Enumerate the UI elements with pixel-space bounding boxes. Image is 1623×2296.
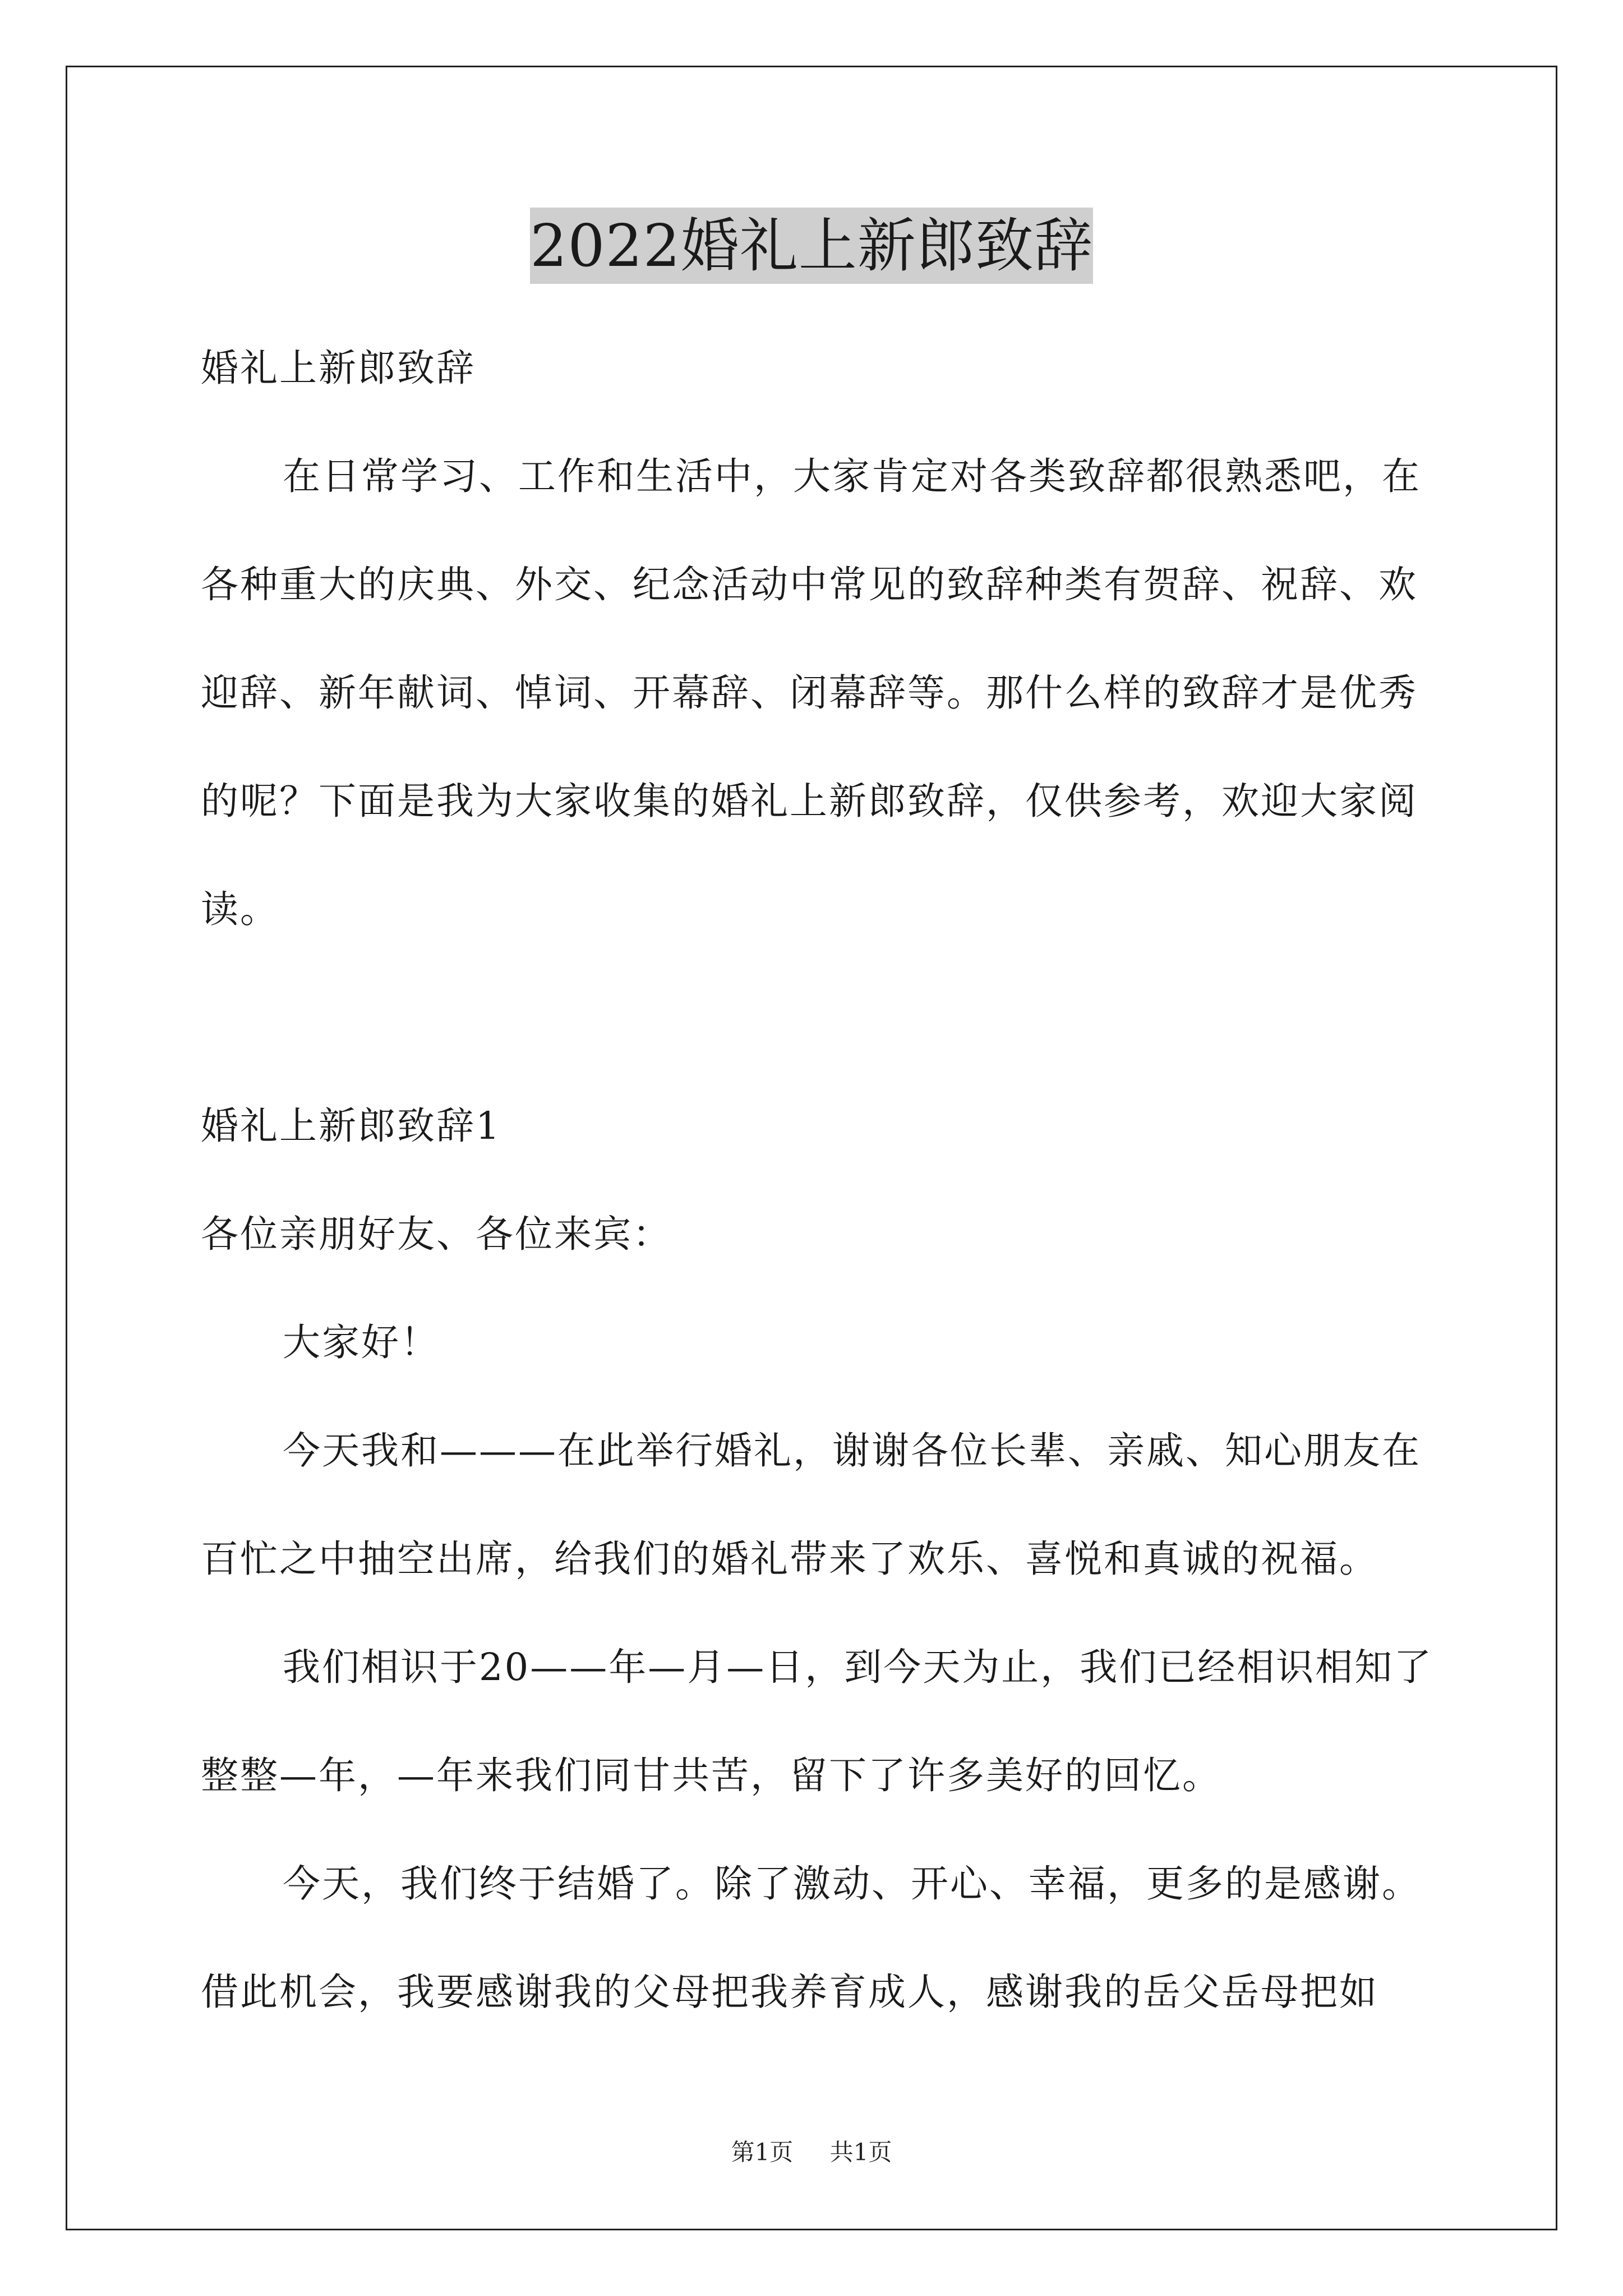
document-title: 2022婚礼上新郎致辞 [530, 208, 1093, 284]
body-paragraph: 今天我和———在此举行婚礼，谢谢各位长辈、亲戚、知心朋友在百忙之中抽空出席，给我们的婚礼带来了欢乐、喜悦和真诚的祝福。 [201, 1429, 1421, 1581]
intro-paragraph: 在日常学习、工作和生活中，大家肯定对各类致辞都很熟悉吧，在各种重大的庆典、外交、纪念活动中常见的致辞种类有贺辞、祝辞、欢迎辞、新年献词、悼词、开幕辞、闭幕辞等。那什么样的致辞才是优秀的呢？下面是我为大家收集的婚礼上新郎致辞，仅供参考，欢迎大家阅读。 [201, 454, 1421, 931]
page-number: 第1页 [731, 2138, 794, 2166]
section-heading: 婚礼上新郎致辞1 [201, 1104, 501, 1148]
greeting: 大家好！ [283, 1320, 440, 1364]
title-container [0, 208, 1623, 284]
document-body [201, 314, 1435, 2046]
subtitle: 婚礼上新郎致辞 [201, 346, 476, 390]
page-footer [0, 2138, 1623, 2166]
salutation: 各位亲朋好友、各位来宾： [201, 1212, 672, 1256]
body-paragraph: 今天，我们终于结婚了。除了激动、开心、幸福，更多的是感谢。借此机会，我要感谢我的父母把我养育成人，感谢我的岳父岳母把如 [201, 1862, 1421, 2014]
body-paragraph: 我们相识于20——年—月—日，到今天为止，我们已经相识相知了整整—年，—年来我们同甘共苦，留下了许多美好的回忆。 [201, 1645, 1433, 1797]
page-total: 共1页 [829, 2138, 892, 2166]
